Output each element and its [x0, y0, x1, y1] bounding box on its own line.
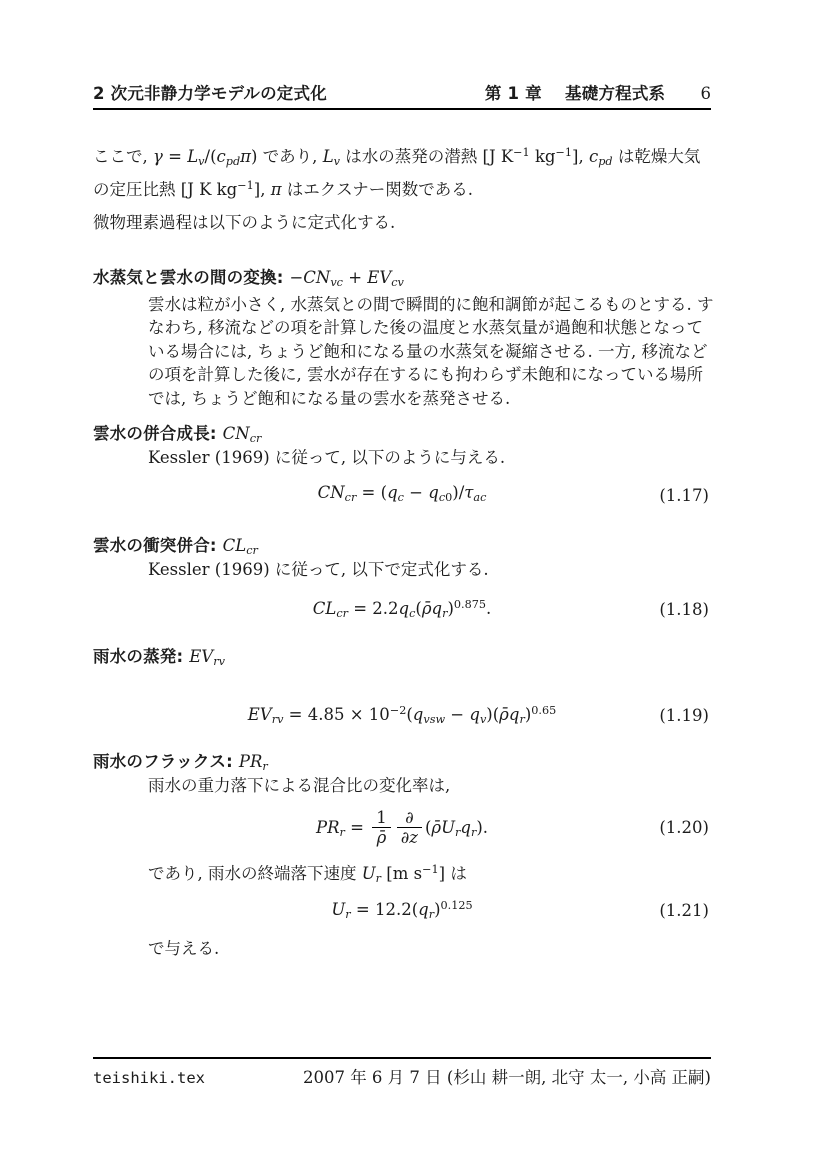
footer-filename: teishiki.tex — [93, 1069, 205, 1087]
page-footer — [93, 1064, 711, 1088]
paragraph-line: 微物理素過程は以下のように定式化する. — [93, 213, 396, 232]
paragraph-line: いる場合には, ちょうど飽和になる量の水蒸気を凝縮させる. 一方, 移流など — [148, 341, 708, 361]
paragraph-line: であり, 雨水の終端落下速度 Ur [m $s^{-1}$] は — [148, 863, 467, 886]
section-body-collection — [148, 558, 718, 581]
page-number: 6 — [700, 84, 711, 103]
section-body-rain-flux-1 — [148, 774, 718, 797]
section-heading-rain-evaporation: 雨水の蒸発: EVrv — [93, 647, 225, 669]
paragraph-line: Kessler (1969) に従って, 以下のように与える. — [148, 448, 506, 467]
section-body-rain-flux-2 — [148, 858, 718, 891]
equation-1-21-number: (1.21) — [659, 900, 709, 920]
section-heading-rain-flux: 雨水のフラックス: PRr — [93, 752, 268, 774]
equation-1-20-number: (1.20) — [659, 818, 709, 837]
paragraph-line: なわち, 移流などの項を計算した後の温度と水蒸気量が過飽和状態となって — [148, 318, 703, 338]
equation-1-17-number: (1.17) — [659, 485, 709, 505]
equation-1-21 — [93, 893, 711, 928]
paragraph-line: Kessler (1969) に従って, 以下で定式化する. — [148, 560, 489, 579]
section-heading-vapor-cloud-conversion: 水蒸気と雲水の間の変換: −CNvc + EVcv — [93, 268, 404, 290]
header-chapter: 第 1 章 — [484, 84, 542, 103]
equation-1-17 — [93, 480, 711, 511]
footer-rule — [93, 1057, 711, 1059]
paragraph-line: の定圧比熱 [J K $kg^{-1}$], π はエクスナー関数である. — [93, 178, 474, 199]
paragraph-line: ここで, γ = Lv/(cpdπ) であり, Lv は水の蒸発の潜熱 [J $K^{-1}$ $kg^{-1}$], cpd は乾燥大気 — [93, 146, 701, 169]
section-body-vapor-cloud-conversion — [148, 293, 718, 410]
equation-1-19-number: (1.19) — [659, 705, 709, 725]
paragraph-line: 雲水は粒が小さく, 水蒸気との間で瞬間的に飽和調節が起こるものとする. す — [148, 295, 714, 314]
equation-1-18-number: (1.18) — [659, 599, 709, 619]
equation-1-17-content: CNcr = (qc − qc0)/τac — [317, 483, 487, 505]
page-header — [93, 80, 711, 104]
section-body-autoconversion — [148, 446, 718, 469]
header-chapter-title: 基礎方程式系 — [565, 84, 666, 103]
equation-1-18 — [93, 592, 711, 627]
paragraph-line: の項を計算した後に, 雲水が存在するにも拘わらず未飽和になっている場所 — [148, 365, 703, 385]
equation-1-19-content: EVrv = $4.85 \times 10^{-2}(qvsw$ − qv)(ρ̄qr)$^{0.65}$ — [247, 704, 557, 727]
header-section-title: 2 次元非静力学モデルの定式化 — [93, 84, 327, 103]
equation-1-21-content: Ur = 12.2(qr)$^{0.125}$ — [331, 899, 473, 922]
footer-date-authors: 2007 年 6 月 7 日 (杉山 耕一朗, 北守 太一, 小高 正嗣) — [302, 1068, 711, 1087]
paragraph-line: では, ちょうど飽和になる量の雲水を蒸発させる. — [148, 388, 511, 408]
equation-1-20 — [93, 803, 711, 853]
section-heading-collection: 雲水の衝突併合: CLcr — [93, 536, 258, 558]
section-closing-line — [148, 937, 718, 960]
paragraph-line: 雨水の重力落下による混合比の変化率は, — [148, 776, 451, 795]
equation-1-18-content: CLcr = 2.2qc(ρ̄qr)$^{0.875}$. — [312, 598, 492, 621]
header-rule — [93, 108, 711, 110]
equation-1-19 — [93, 698, 711, 733]
intro-paragraph-2 — [93, 211, 718, 234]
section-heading-autoconversion: 雲水の併合成長: CNcr — [93, 424, 262, 446]
header-chapter-info — [485, 80, 711, 104]
intro-paragraph-1 — [93, 141, 718, 201]
equation-1-20-content: PRr = $\frac{1}{\rhō}$ $\frac{\partial}{\partial z}$ (ρ̄Urqr). — [315, 807, 488, 848]
paragraph-line: で与える. — [148, 939, 220, 958]
